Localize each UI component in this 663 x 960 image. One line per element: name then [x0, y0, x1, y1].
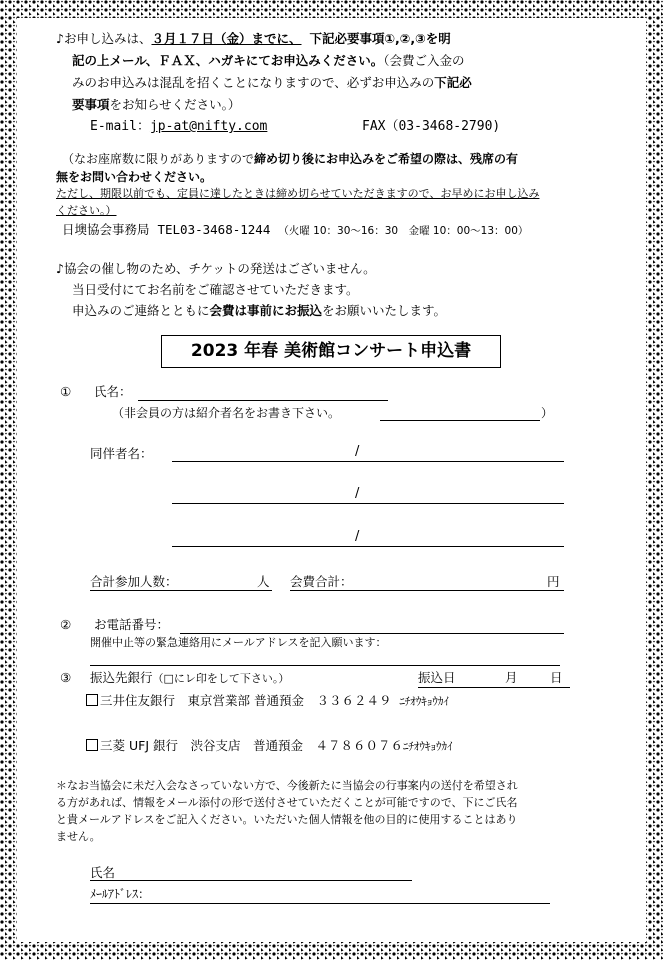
notice-line-4: ください。） — [56, 204, 117, 217]
fee-total-label: 会費合計： — [290, 574, 353, 589]
footer-note-line-2: る方があれば、情報をメール添付の形で送付させていただくことが可能ですので、下にご氏名 — [56, 796, 518, 809]
nonmember-note: （非会員の方は紹介者名をお書き下さい。 — [112, 406, 341, 420]
ticket-line-1: ♪協会の催し物のため、チケットの発送はございません。 — [56, 261, 376, 276]
contact-email-line: E-mail：jp-at@nifty.com — [90, 119, 268, 134]
form-title: 2023 年春 美術館コンサート申込書 — [161, 335, 501, 368]
total-people-label: 合計参加人数： — [90, 574, 178, 589]
transfer-date-field[interactable] — [418, 687, 570, 688]
companion-field-1[interactable] — [172, 461, 564, 462]
email-link[interactable]: jp-at@nifty.com — [149, 119, 268, 134]
bank-option-2: 三菱 UFJ 銀行 渋谷支店 普通預金 ４７８６０７６ﾆﾁｵｳｷｮｳｶｲ — [86, 735, 452, 758]
office-contact-line: 日墺協会事務局 TEL03-3468-1244 （火曜 10：30～16：30 金曜 10：00～13：00） — [62, 222, 529, 237]
emergency-email-field[interactable] — [90, 665, 560, 666]
nonmember-note-close: ） — [541, 406, 554, 420]
intro-line-4: 要事項をお知らせください。） — [72, 97, 241, 112]
footer-note-line-1: ＊なお当協会に未だ入会なさっていない方で、今後新たに当協会の行事案内の送付を希望され — [56, 779, 518, 792]
bank-2-checkbox[interactable] — [86, 739, 98, 751]
section-1-number: ① — [60, 384, 72, 399]
notice-line-1: （なお座席数に限りがありますので締め切り後にお申込みをご希望の際は、残席の有 — [62, 152, 519, 166]
footer-note-line-3: と貴メールアドレスをご記入ください。いただいた個人情報を他の目的に使用することはあり — [56, 813, 518, 826]
email-note: 開催中止等の緊急連絡用にメールアドレスを記入願います： — [90, 636, 387, 649]
total-people-field[interactable] — [90, 590, 272, 591]
name-label: 氏名： — [94, 384, 132, 399]
companion-field-2[interactable] — [172, 503, 564, 504]
companion-separator: / — [355, 486, 360, 501]
bank-1-checkbox[interactable] — [86, 694, 98, 706]
notice-line-2: 無をお問い合わせください。 — [56, 170, 213, 184]
notice-line-3: ただし、期限以前でも、定員に達したときは締め切らせていただきますので、お早めにお申し込み — [56, 187, 540, 200]
bank-label-line: 振込先銀行（□にレ印をして下さい。） — [90, 670, 290, 685]
companion-label: 同伴者名： — [90, 446, 153, 461]
bottom-email-field[interactable] — [90, 903, 550, 904]
intro-line-3: みのお申込みは混乱を招くことになりますので、必ずお申込みの下記必 — [72, 75, 472, 90]
companion-separator: / — [355, 529, 360, 544]
contact-fax: FAX（03-3468-2790) — [362, 119, 501, 134]
fee-total-field[interactable] — [290, 590, 564, 591]
referrer-field[interactable] — [380, 420, 540, 421]
bottom-email-label: ﾒｰﾙｱﾄﾞﾚｽ： — [90, 887, 151, 901]
transfer-day: 日 — [550, 670, 563, 685]
people-unit: 人 — [257, 574, 270, 589]
intro-line-1: ♪お申し込みは、３月１７日（金）までに、 下記必要事項①,②,③を明 — [56, 31, 451, 46]
ticket-line-2: 当日受付にてお名前をご確認させていただきます。 — [72, 282, 359, 297]
transfer-date-label: 振込日 — [418, 670, 456, 685]
companion-field-3[interactable] — [172, 546, 564, 547]
footer-note-line-4: ません。 — [56, 830, 101, 843]
name-field[interactable] — [138, 400, 388, 401]
companion-separator: / — [355, 444, 360, 459]
section-2-number: ② — [60, 617, 72, 632]
yen-unit: 円 — [547, 574, 560, 589]
ticket-line-3: 申込みのご連絡とともに会費は事前にお振込をお願いいたします。 — [72, 303, 447, 318]
section-3-number: ③ — [60, 670, 72, 685]
transfer-month: 月 — [505, 670, 518, 685]
phone-field[interactable] — [180, 633, 564, 634]
intro-line-2: 記の上メール、ＦＡＸ、ハガキにてお申込みください。（会費ご入金の — [72, 53, 465, 68]
bottom-name-label: 氏名 — [90, 865, 116, 880]
phone-label: お電話番号： — [94, 617, 170, 632]
bottom-name-field[interactable] — [90, 880, 412, 881]
bank-option-1: 三井住友銀行 東京営業部 普通預金 ３３６２４９ ﾆﾁｵｳｷｮｳｶｲ — [86, 690, 449, 713]
